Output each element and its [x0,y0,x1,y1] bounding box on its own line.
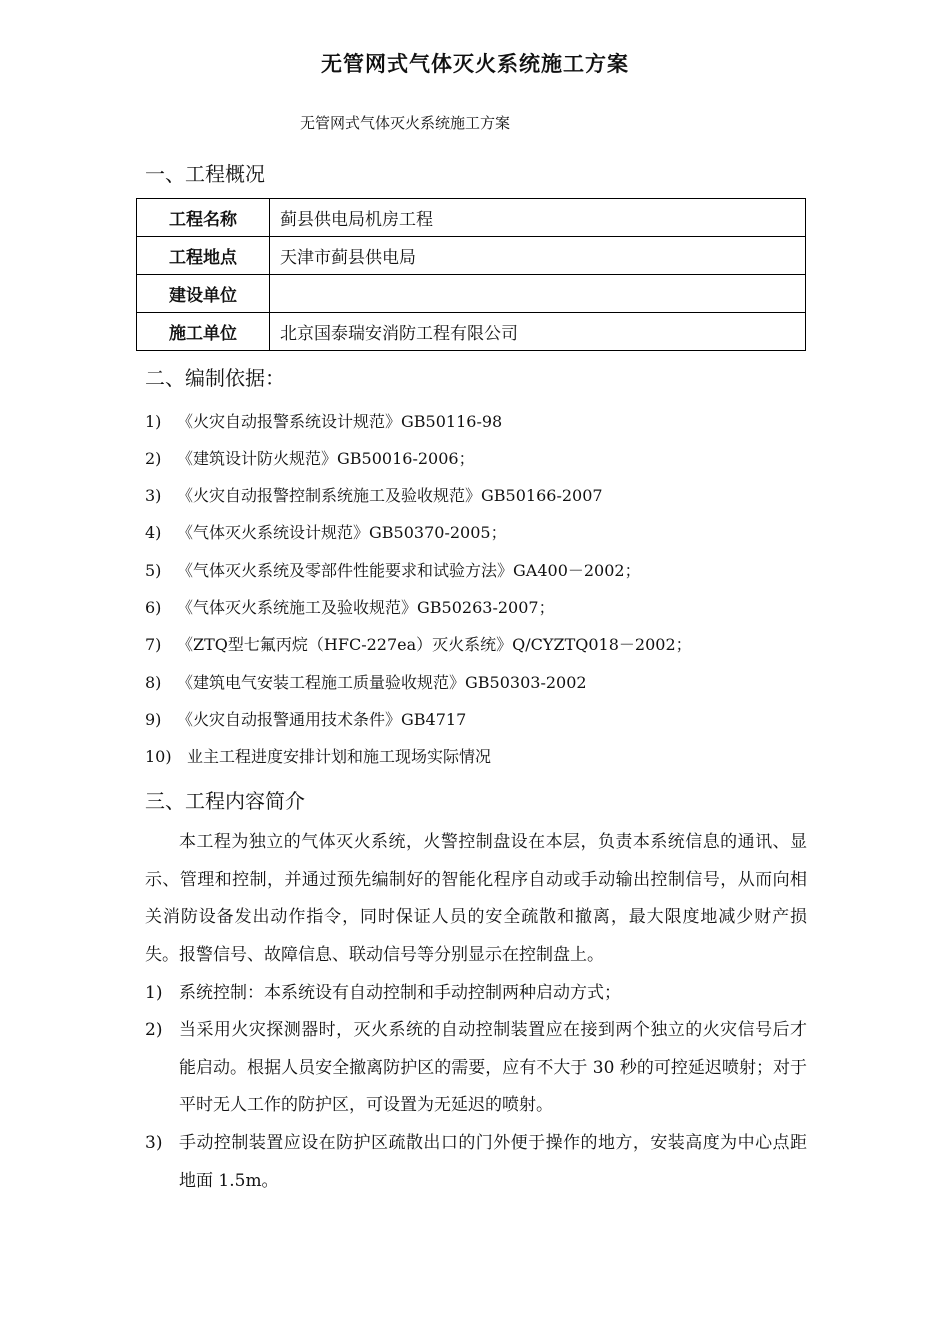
list-item [145,670,587,693]
table-row [137,199,806,237]
item-text: 《ZTQ型七氟丙烷（HFC-227ea）灭火系统》Q/CYZTQ018－2002； [177,635,692,654]
list-item [145,483,603,506]
item-text: 手动控制装置应设在防护区疏散出口的门外便于操作的地方，安装高度为中心点距地面 1.5m。 [179,1133,807,1191]
row-value [270,275,806,313]
section-heading-overview: 一、工程概况 [145,162,265,186]
list-item [145,558,641,581]
list-item [145,446,475,469]
item-text: 当采用火灾探测器时，灭火系统的自动控制装置应在接到两个独立的火灾信号后才能启动。根据人员安全撤离防护区的需要，应有不大于 30 秒的可控延迟喷射；对于平时无人工作的防护区，可设置为无延迟的喷射。 [179,1020,807,1115]
list-item [145,1012,807,1125]
list-item [145,409,502,432]
item-text: 《气体灭火系统及零部件性能要求和试验方法》GA400－2002； [177,561,641,580]
item-text: 《火灾自动报警通用技术条件》GB4717 [177,710,467,729]
section-heading-content: 三、工程内容简介 [145,789,305,813]
list-item [145,595,555,618]
item-number: 3) [145,486,162,505]
item-number: 8) [145,673,162,692]
item-number: 9) [145,710,162,729]
item-number: 1) [145,412,162,431]
document-title: 无管网式气体灭火系统施工方案 [321,51,629,76]
content-paragraph: 本工程为独立的气体灭火系统，火警控制盘设在本层，负责本系统信息的通讯、显示、管理和控制，并通过预先编制好的智能化程序自动或手动输出控制信号，从而向相关消防设备发出动作指令，同时保证人员的安全疏散和撤离，最大限度地减少财产损失。报警信号、故障信息、联动信号等分别显示在控制盘上。 [145,832,807,965]
item-text: 业主工程进度安排计划和施工现场实际情况 [187,747,492,766]
row-label: 工程地点 [137,237,270,275]
row-value: 蓟县供电局机房工程 [270,199,806,237]
item-text: 《火灾自动报警系统设计规范》GB50116-98 [177,412,503,431]
item-number: 3) [145,1133,163,1153]
row-label: 建设单位 [137,275,270,313]
document-subtitle: 无管网式气体灭火系统施工方案 [300,114,511,132]
item-number: 5) [145,561,162,580]
project-overview-table [136,198,806,351]
row-value: 北京国泰瑞安消防工程有限公司 [270,313,806,351]
row-label: 施工单位 [137,313,270,351]
item-text: 《建筑设计防火规范》GB50016-2006； [177,449,475,468]
list-item [145,744,491,767]
item-number: 7) [145,635,162,654]
item-number: 6) [145,598,162,617]
list-item [145,632,692,655]
item-text: 系统控制：本系统设有自动控制和手动控制两种启动方式； [179,983,621,1003]
item-number: 2) [145,449,162,468]
item-text: 《火灾自动报警控制系统施工及验收规范》GB50166-2007 [177,486,603,505]
table-row [137,275,806,313]
table-row [137,237,806,275]
list-item [145,707,466,730]
item-number: 1) [145,983,163,1003]
list-item [145,1125,807,1200]
list-item [145,520,507,543]
item-text: 《建筑电气安装工程施工质量验收规范》GB50303-2002 [177,673,587,692]
item-number: 4) [145,523,162,542]
item-number: 2) [145,1020,163,1040]
row-value: 天津市蓟县供电局 [270,237,806,275]
table-row [137,313,806,351]
row-label: 工程名称 [137,199,270,237]
list-item [145,975,807,1013]
item-text: 《气体灭火系统设计规范》GB50370-2005； [177,523,507,542]
item-text: 《气体灭火系统施工及验收规范》GB50263-2007； [177,598,555,617]
section-heading-basis: 二、编制依据： [145,366,285,390]
item-number: 10) [145,747,172,766]
